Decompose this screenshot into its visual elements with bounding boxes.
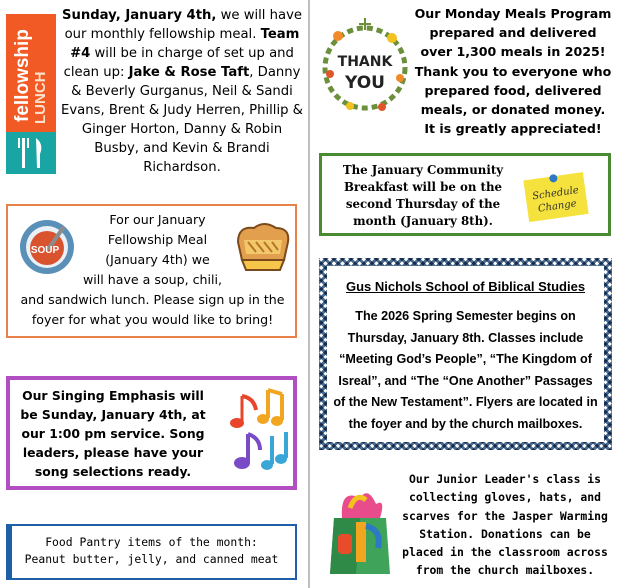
meal-team-rest: will be in charge of set up and clean up: (63, 46, 294, 80)
food-pantry-box (6, 524, 297, 580)
music-notes-icon (224, 388, 290, 478)
gus-nichols-school-box (319, 258, 612, 450)
soup-line-1: For our January (109, 212, 206, 227)
soup-line-3: (January 4th) we (105, 252, 210, 267)
singing-emphasis-text: Our Singing Emphasis will be Sunday, January 4th, at our 1:00 pm service. Song leaders, please have your song selections ready. (20, 388, 206, 479)
gus-nichols-body: The 2026 Spring Semester begins on Thursday, January 8th. Classes include “Meeting God’s People”, “The Kingdom of Isreal”, and “The “One Another” Passages of the New Testament”. Flyers are located in the foyer and by the church mailboxes. (333, 309, 598, 431)
gift-bag-with-scarves-icon (320, 478, 400, 578)
singing-emphasis-box (6, 376, 297, 490)
gus-nichols-title: Gus Nichols School of Biblical Studies (345, 279, 586, 294)
meal-team: Team #4 (70, 27, 300, 61)
fork-knife-icon (14, 136, 48, 170)
thank-you-wreath-icon (320, 12, 410, 116)
thank-icon-line-1: THANK (337, 54, 393, 70)
junior-leaders-text: Our Junior Leader's class is collecting gloves, hats, and scarves for the Jasper Warming Station. Donations can be placed in the classroom across from the church mailboxes. (402, 472, 608, 578)
soup-icon-label: SOUP (30, 245, 60, 256)
column-divider (308, 0, 310, 588)
community-breakfast-text: The January Community Breakfast will be on the second Thursday of the month (January 8th). (342, 163, 504, 228)
fellowship-lunch-banner (6, 14, 56, 174)
monday-meals-text: Our Monday Meals Program prepared and delivered over 1,300 meals in 2025! Thank you to everyone who prepared food, delivered meals, or donated money. It is greatly appreciated! (414, 6, 612, 137)
food-pantry-text (12, 534, 291, 568)
banner-word-lunch: LUNCH (32, 71, 49, 124)
soup-line-2: Fellowship Meal (107, 232, 208, 247)
soup-lunch-box (6, 204, 297, 338)
monthly-meal-announcement (58, 6, 306, 177)
sticky-line-1: Schedule (531, 184, 580, 203)
banner-word-fellowship: fellowship (12, 29, 33, 122)
meal-first-names: Jake & Rose Taft (128, 65, 250, 80)
soup-line-5: and sandwich lunch. Please sign up in the foyer for what you would like to bring! (20, 292, 285, 327)
soup-line-4: will have a soup, chili, (82, 272, 223, 287)
pantry-line-2: Peanut butter, jelly, and canned meat (24, 552, 279, 566)
meal-date: Sunday, January 4th, (61, 8, 217, 23)
meal-intro: we will have our monthly fellowship meal. (64, 8, 303, 42)
gus-nichols-inner-panel (327, 266, 604, 442)
schedule-change-sticky-note-icon (520, 170, 594, 224)
thank-icon-line-2: YOU (345, 73, 385, 93)
sticky-line-2: Change (537, 198, 578, 215)
pantry-line-1: Food Pantry items of the month: (45, 535, 258, 549)
meal-rest-names: , Danny & Beverly Gurganus, Neil & Sandi Evans, Brent & Judy Herren, Phillip & Ginger Horton, Danny & Robin Busby, and Kevin & Brandi Richardson. (61, 65, 303, 175)
soup-lunch-text (12, 210, 293, 330)
